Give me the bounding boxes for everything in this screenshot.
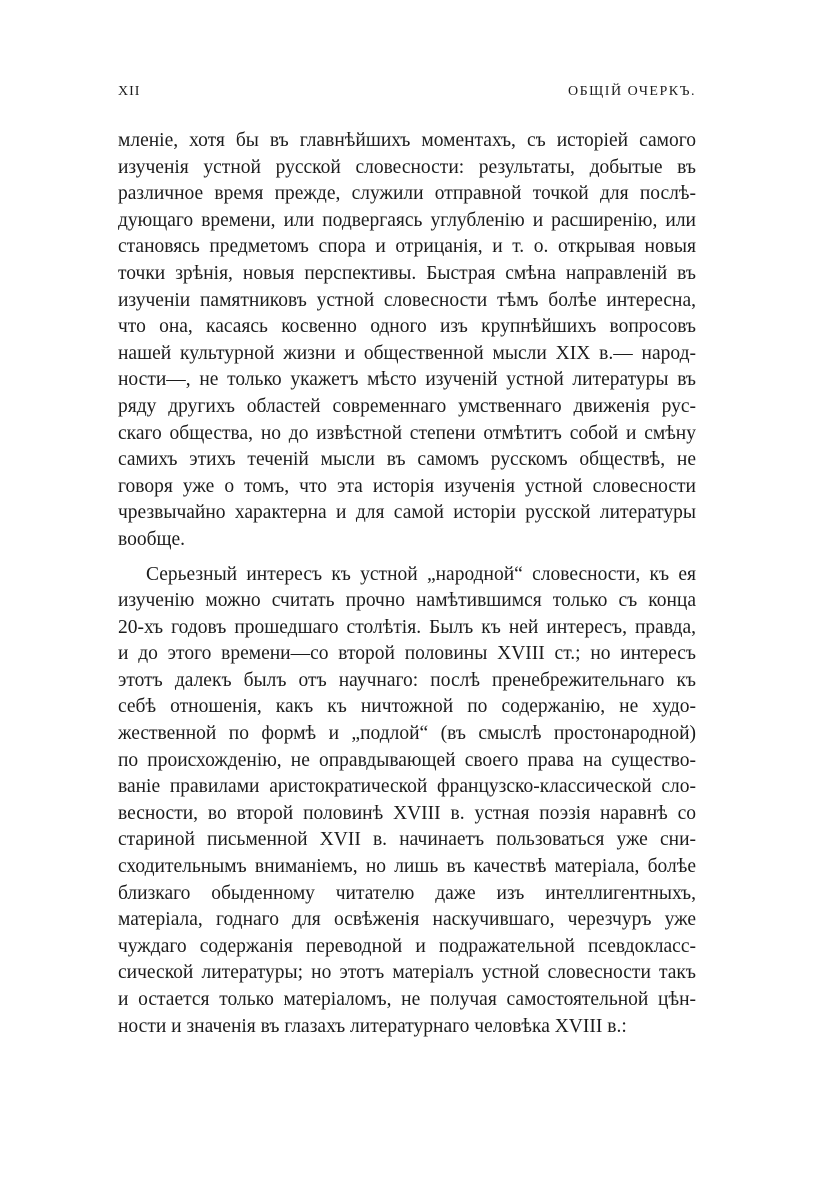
text-line: чрезвычайно характерна и для самой исторіи русской литературы — [118, 502, 696, 524]
text-line: становясь предметомъ спора и отрицанія, и т. о. открывая новыя — [118, 236, 696, 258]
text-line: говоря уже о томъ, что эта исторія изученія устной словесности — [118, 475, 696, 497]
text-line: дующаго времени, или подвергаясь углубленію и расширенію, или — [118, 209, 696, 231]
text-line: и остается только матеріаломъ, не получая самостоятельной цѣн- — [118, 989, 696, 1010]
text-line: ряду другихъ областей современнаго умственнаго движенія рус- — [118, 395, 696, 417]
text-line: ности и значенія въ глазахъ литературнаго человѣка XVIII в.: — [118, 1015, 627, 1037]
text-line: матеріала, годнаго для освѣженія наскучившаго, черезчуръ уже — [118, 909, 696, 931]
page-number: XII — [118, 84, 141, 99]
text-line: весности, во второй половинѣ XVIII в. устная поэзія наравнѣ со — [118, 802, 696, 824]
text-line: что она, касаясь косвенно одного изъ крупнѣйшихъ вопросовъ — [118, 316, 696, 338]
text-line: изученія устной русской словесности: результаты, добытые въ — [118, 156, 696, 178]
text-line: сической литературы; но этотъ матеріалъ устной словесности такъ — [118, 962, 696, 984]
text-line: различное время прежде, служили отправной точкой для послѣ- — [118, 183, 696, 205]
text-line: скаго общества, но до извѣстной степени отмѣтитъ собой и смѣну — [118, 422, 696, 444]
running-head — [118, 84, 696, 108]
text-line: нашей культурной жизни и общественной мысли XIX в.— народ- — [118, 342, 696, 364]
text-line: ности—, не только укажетъ мѣсто изученій устной литературы въ — [118, 369, 696, 391]
body-text — [118, 128, 696, 1040]
text-line: 20-хъ годовъ прошедшаго столѣтія. Былъ къ ней интересъ, правда, — [118, 616, 696, 638]
text-line: сходительнымъ вниманіемъ, но лишь въ качествѣ матеріала, болѣе — [118, 856, 696, 878]
text-line: по происхожденію, не оправдывающей своего права на существо- — [118, 749, 696, 771]
text-line: Серьезный интересъ къ устной „народной“ словесности, къ ея — [146, 563, 696, 585]
text-line: себѣ отношенія, какъ къ ничтожной по содержанію, не худо- — [118, 696, 696, 718]
text-line: и до этого времени—со второй половины XVIII ст.; но интересъ — [118, 643, 696, 665]
section-title: ОБЩІЙ ОЧЕРКЪ. — [568, 84, 696, 99]
text-line: стариной письменной XVII в. начинаетъ пользоваться уже сни- — [118, 829, 696, 851]
text-line: этотъ далекъ былъ отъ научнаго: послѣ пренебрежительнаго къ — [118, 669, 696, 691]
text-line: самихъ этихъ теченій мысли въ самомъ русскомъ обществѣ, не — [118, 449, 696, 471]
paragraph — [118, 562, 696, 1041]
text-line: ваніе правилами аристократической французско-классической сло- — [118, 776, 696, 798]
text-line: близкаго обыденному читателю даже изъ интеллигентныхъ, — [118, 882, 696, 904]
paragraph — [118, 128, 696, 554]
text-line: изученію можно считать прочно намѣтившимся только съ конца — [118, 590, 696, 612]
text-line: мленіе, хотя бы въ главнѣйшихъ моментахъ, съ исторіей самого — [118, 130, 696, 151]
paragraph-gap — [118, 554, 696, 562]
text-line: жественной по формѣ и „подлой“ (въ смыслѣ простонародной) — [118, 723, 696, 745]
text-line: точки зрѣнія, новыя перспективы. Быстрая смѣна направленій въ — [118, 262, 696, 284]
text-line: чуждаго содержанія переводной и подражательной псевдокласс- — [118, 935, 696, 957]
text-line: изученіи памятниковъ устной словесности тѣмъ болѣе интересна, — [118, 289, 696, 311]
text-line: вообще. — [118, 528, 186, 550]
